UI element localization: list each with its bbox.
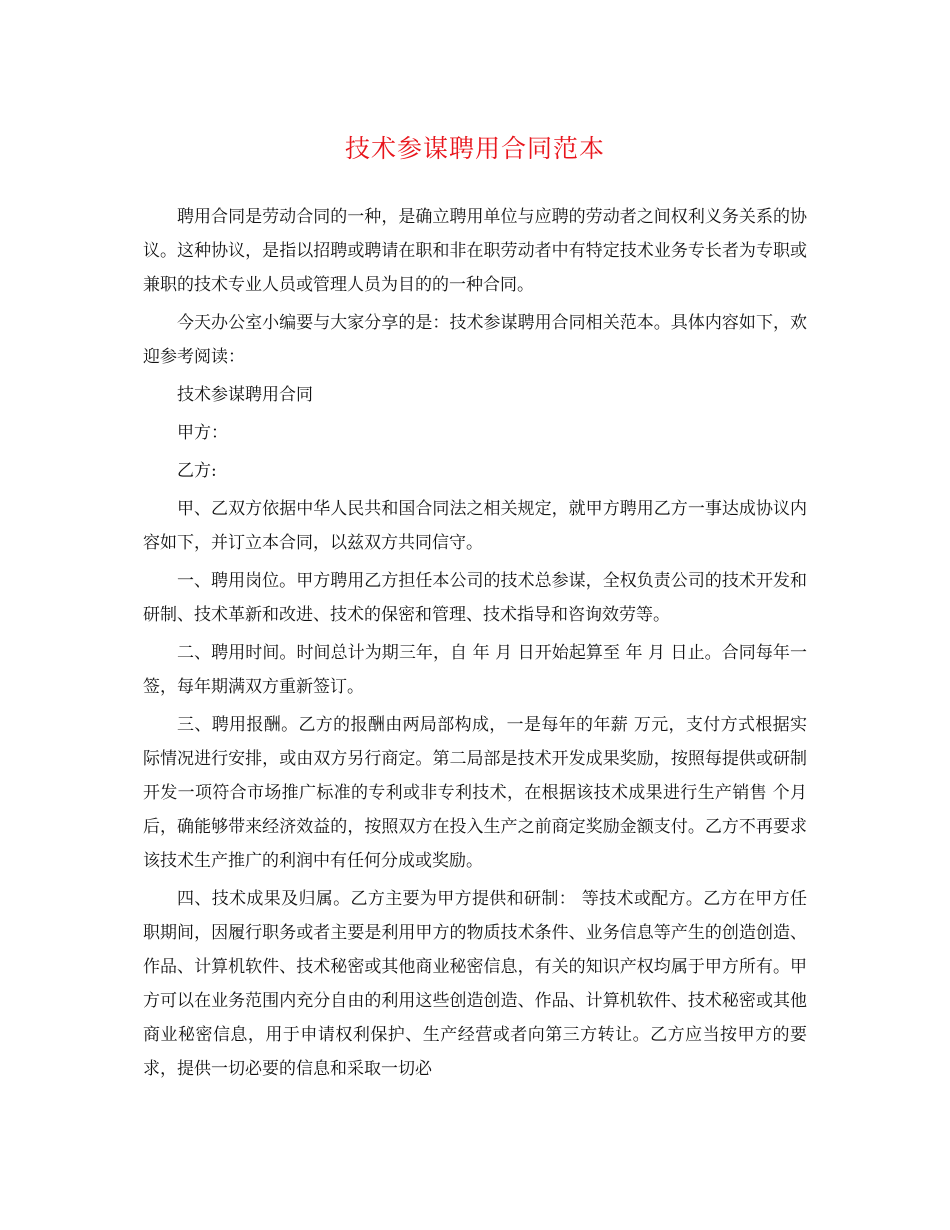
party-a-line: 甲方： (177, 423, 228, 443)
clause-2-term: 二、聘用时间。时间总计为期三年，自 年 月 日开始起算至 年 月 日止。合同每年一签，每年期满双方重新签订。 (143, 643, 807, 697)
clause-1-position: 一、聘用岗位。甲方聘用乙方担任本公司的技术总参谋，全权负责公司的技术开发和研制、技术革新和改进、技术的保密和管理、技术指导和咨询效劳等。 (143, 571, 807, 625)
document-title: 技术参谋聘用合同范本 (344, 134, 605, 163)
contract-heading: 技术参谋聘用合同 (177, 385, 313, 405)
document-body (143, 200, 807, 1090)
paragraph-agreement: 甲、乙双方依据中华人民共和国合同法之相关规定，就甲方聘用乙方一事达成协议内容如下，并订立本合同，以兹双方共同信守。 (143, 499, 807, 553)
paragraph-share: 今天办公室小编要与大家分享的是：技术参谋聘用合同相关范本。具体内容如下，欢迎参考阅读： (143, 313, 807, 367)
paragraph-intro: 聘用合同是劳动合同的一种，是确立聘用单位与应聘的劳动者之间权利义务关系的协议。这种协议，是指以招聘或聘请在职和非在职劳动者中有特定技术业务专长者为专职或兼职的技术专业人员或管理人员为目的的一种合同。 (143, 207, 807, 295)
clause-3-compensation: 三、聘用报酬。乙方的报酬由两局部构成，一是每年的年薪 万元，支付方式根据实际情况进行安排，或由双方另行商定。第二局部是技术开发成果奖励，按照每提供或研制开发一项符合市场推广标准的专利或非专利技术，在根据该技术成果进行生产销售 个月后，确能够带来经济效益的，按照双方在投入生产之前商定奖励金额支付。乙方不再要求该技术生产推广的利润中有任何分成或奖励。 (143, 715, 807, 871)
clause-4-ownership: 四、技术成果及归属。乙方主要为甲方提供和研制： 等技术或配方。乙方在甲方任职期间，因履行职务或者主要是利用甲方的物质技术条件、业务信息等产生的创造创造、作品、计算机软件、技术秘密或其他商业秘密信息，有关的知识产权均属于甲方所有。甲方可以在业务范围内充分自由的利用这些创造创造、作品、计算机软件、技术秘密或其他商业秘密信息，用于申请权利保护、生产经营或者向第三方转让。乙方应当按甲方的要求，提供一切必要的信息和采取一切必 (143, 889, 807, 1079)
party-b-line: 乙方: (177, 461, 217, 481)
